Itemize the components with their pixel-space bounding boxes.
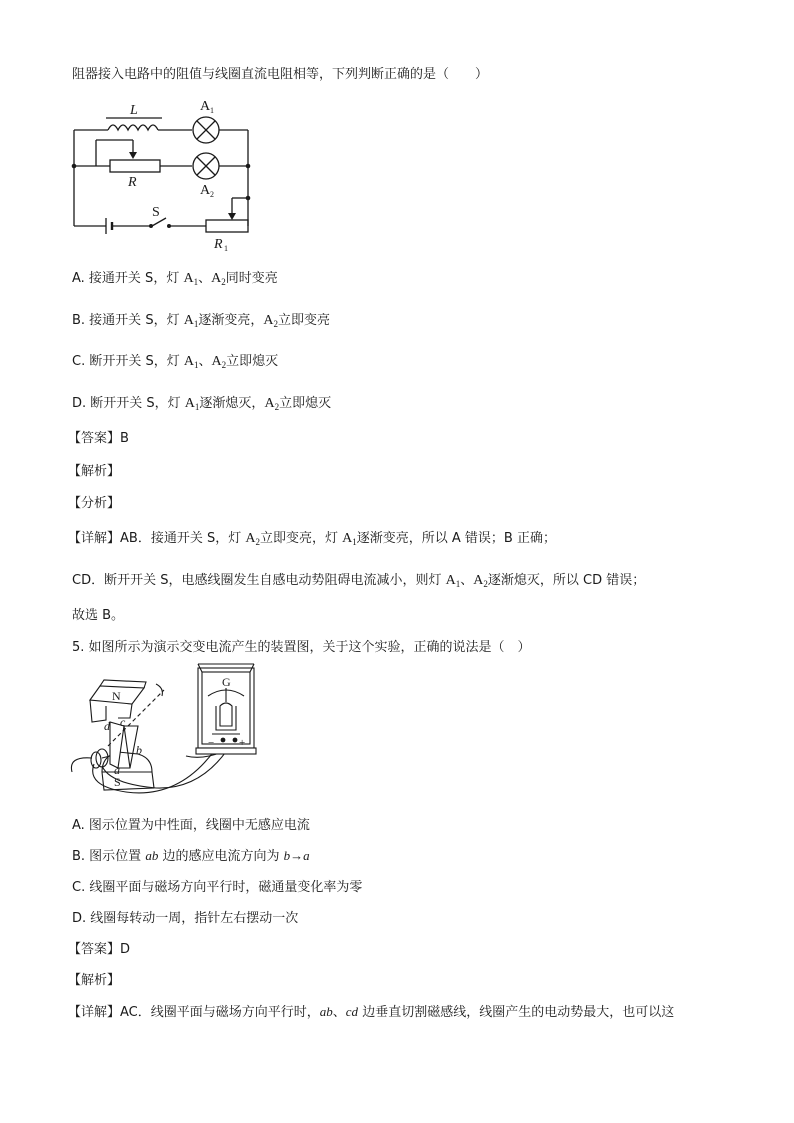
q4-answer: 【答案】B xyxy=(68,431,129,446)
coil-c-label: c xyxy=(120,715,126,729)
q4-option-b: B. 接通开关 S，灯 $A_1$逐渐变亮，$A_2$立即变亮 xyxy=(72,313,330,329)
meter-plus-label: + xyxy=(239,737,246,749)
rheostat-label: R xyxy=(128,175,137,190)
switch-label: S xyxy=(152,205,160,220)
lamp-a1-sub: 1 xyxy=(210,106,214,115)
q5-detail: 【详解】AC．线圈平面与磁场方向平行时，ab、cd 边垂直切割磁感线，线圈产生的电动势最大，也可以这 xyxy=(68,1004,675,1020)
coil-a-label: a xyxy=(114,763,120,777)
q5-option-a: A. 图示位置为中性面，线圈中无感应电流 xyxy=(72,818,310,833)
q4-fenxi-tag: 【分析】 xyxy=(68,496,121,511)
lamp-a2-sub: 2 xyxy=(210,190,214,199)
q4-detail-1: 【详解】AB．接通开关 S，灯 $A_2$立即变亮，灯 $A_1$逐渐变亮，所以 A 错误；B 正确； xyxy=(68,531,556,547)
q5-option-d: D. 线圈每转动一周，指针左右摆动一次 xyxy=(72,911,299,926)
lamp-a1-label: A xyxy=(200,99,211,114)
generator-apparatus-figure xyxy=(66,660,276,806)
q5-answer: 【答案】D xyxy=(68,942,131,957)
inductor-label: L xyxy=(130,103,138,118)
galvanometer-label: G xyxy=(222,675,231,689)
q4-detail-2: CD．断开开关 S，电感线圈发生自感电动势阻碍电流减小，则灯 $A_1$、$A_2$逐渐熄灭，所以 CD 错误； xyxy=(72,573,646,589)
s-pole-label: S xyxy=(114,775,121,789)
q4-option-c: C. 断开开关 S，灯 $A_1$、$A_2$立即熄灭 xyxy=(72,354,279,370)
n-pole-label: N xyxy=(112,689,121,703)
circuit-diagram xyxy=(66,98,266,254)
q5-option-b: B. 图示位置 ab 边的感应电流方向为 b→a xyxy=(72,848,310,864)
rheostat-r1-label: R xyxy=(214,237,223,252)
q5-analysis-tag: 【解析】 xyxy=(68,973,121,988)
intro-text: 阻器接入电路中的阻值与线圈直流电阻相等，下列判断正确的是（ ） xyxy=(72,67,489,82)
meter-minus-label: − xyxy=(208,737,215,749)
q4-conclusion: 故选 B。 xyxy=(72,608,125,623)
q5-stem: 5. 如图所示为演示交变电流产生的装置图，关于这个实验，正确的说法是（ ） xyxy=(72,640,531,655)
q4-analysis-tag: 【解析】 xyxy=(68,464,121,479)
q5-option-c: C. 线圈平面与磁场方向平行时，磁通量变化率为零 xyxy=(72,880,363,895)
coil-b-label: b xyxy=(136,743,142,757)
lamp-a2-label: A xyxy=(200,183,211,198)
q4-option-a: A. 接通开关 S，灯 $A_1$、$A_2$同时变亮 xyxy=(72,271,278,287)
q4-option-d: D. 断开开关 S，灯 $A_1$逐渐熄灭，$A_2$立即熄灭 xyxy=(72,396,332,412)
coil-d-label: d xyxy=(104,719,110,733)
rheostat-r1-sub: 1 xyxy=(224,244,228,253)
